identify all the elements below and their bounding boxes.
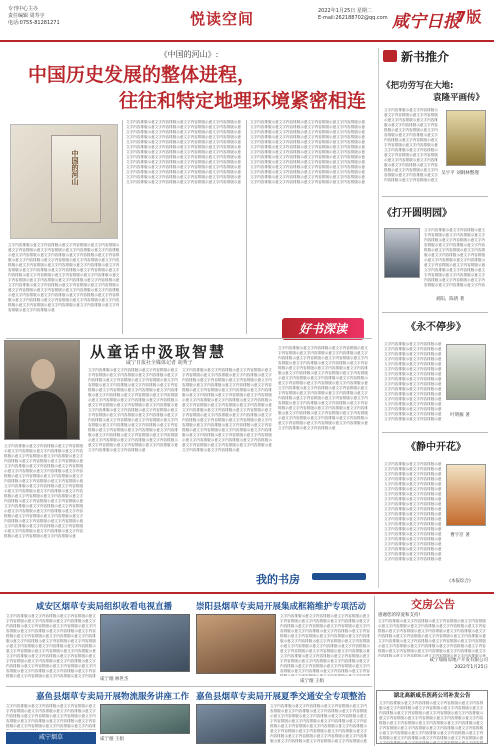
bottom-story-1-text [6, 614, 96, 678]
bottom-story-2-byline: 咸宁烟 王娟 [300, 679, 324, 684]
bottom-story-2-photo [196, 614, 276, 674]
page-number: 7版 [456, 8, 482, 26]
sidebar-header [383, 48, 490, 66]
bottom-story-3-text [6, 704, 96, 730]
divider [246, 120, 247, 334]
notice-2-text [377, 701, 487, 743]
bottom-story-2-text [280, 614, 370, 676]
tobacco-banner-label: 咸宁烟草 [38, 734, 63, 741]
story2-title: 从童话中汲取智慧 [90, 343, 227, 361]
side-item-2-caption: 刘阳、陈倩 著 [435, 297, 465, 302]
tobacco-banner [6, 732, 96, 744]
side-item-2 [382, 208, 490, 220]
bookstore-bar [312, 573, 366, 580]
divider [382, 432, 488, 433]
side-item-4-text [384, 462, 442, 562]
header-email: E-mail:262188702@qq.com [318, 15, 388, 21]
story2-text-col-3 [182, 368, 272, 588]
side-item-4 [382, 442, 490, 454]
main-article [6, 48, 372, 114]
story2-text-col-2 [88, 368, 178, 588]
headline-line-2: 往往和特定地理环境紧密相连 [118, 90, 366, 112]
divider [382, 196, 488, 197]
article-text-col-1 [8, 243, 120, 333]
page-header [0, 0, 494, 42]
side-item-1 [382, 80, 490, 104]
bottom-story-4-photo [196, 704, 266, 744]
side-item-2-title: 《打开圆明园》 [382, 208, 452, 219]
header-organizer: 专刊中心主办 [8, 6, 39, 12]
divider [6, 686, 372, 687]
housing-notice [378, 598, 488, 671]
header-editor: 责任编辑 周寿宇 [8, 13, 45, 19]
header-date-block [318, 8, 388, 22]
notice-title: 交房公告 [411, 598, 455, 611]
article-text-col-2 [126, 120, 244, 334]
side-item-1-title: 《把功劳写在大地: [382, 81, 454, 91]
notice-body: 感谢您的厚爱和支持! [378, 613, 421, 618]
side-item-3-caption: 叶明雁 著 [450, 413, 470, 418]
bottom-story-1-photo [100, 614, 190, 672]
bottom-story-3-photo [100, 704, 190, 734]
side-item-4-cover [446, 464, 486, 526]
divider [122, 120, 123, 334]
header-credits [8, 6, 60, 27]
story2-text-col-4 [278, 346, 368, 564]
side-item-2-cover [384, 228, 420, 278]
book-cover-title: 中国的河山 [71, 150, 79, 185]
bottom-headline-4: 嘉鱼县烟草专卖局开展夏季交通安全专项整治 [196, 692, 367, 702]
bottom-headline-1: 咸安区烟草专卖局组织收看电视直播 [36, 602, 173, 612]
side-item-4-title: 《静中开花》 [406, 442, 466, 453]
book-title: 《中国的河山》: [159, 50, 219, 59]
header-phone: 电话:0755-81281271 [8, 20, 60, 26]
side-item-1-subtitle: 袁隆平画传》 [432, 93, 484, 103]
bottom-rule [0, 592, 494, 594]
portrait-body [19, 391, 67, 439]
side-item-2-text [424, 228, 486, 288]
feature-label: 好书深读 [282, 318, 364, 340]
side-item-3-title: 《永不停步》 [406, 322, 466, 333]
notice-company: 咸宁瑞阳房地产开发有限公司 [429, 658, 488, 663]
notice-text [378, 619, 488, 657]
bottom-headline-2: 崇阳县烟草专卖局开展集成框箱维护专项活动 [196, 602, 367, 612]
section-title: 悦读空间 [190, 10, 255, 28]
my-bookstore-banner [256, 568, 366, 584]
divider [374, 596, 375, 746]
header-date: 2022年1月25日 星期二 [318, 8, 372, 14]
book-cover [51, 135, 101, 223]
book-icon [383, 50, 397, 62]
side-item-3 [382, 322, 490, 334]
notice-2-title: 湖北高新咸乐医药公司补发公告 [393, 693, 471, 699]
story2-text-col-1 [4, 444, 84, 588]
side-item-4-caption: 曹宇臣 著 [450, 533, 470, 538]
article-text-col-3 [250, 120, 368, 316]
notice-2 [376, 690, 488, 744]
bottom-story-3-byline: 咸宁烟 王娟 [100, 737, 124, 742]
bottom-story-4-text [270, 704, 370, 744]
side-item-3-text [384, 342, 442, 422]
side-item-1-caption: 吴宇平 刘钢林整理 [441, 171, 479, 176]
author-portrait [4, 340, 80, 440]
sidebar-header-label: 新书推介 [401, 50, 450, 64]
bottom-story-1-byline: 咸宁烟 林世杰 [100, 677, 129, 682]
story2-author: 咸宁日报社全媒体记者 胡秀子 [126, 360, 193, 366]
side-item-1-cover [446, 110, 486, 166]
side-item-4-note: (本报综合) [449, 579, 471, 584]
portrait-face [31, 359, 55, 389]
newspaper-logo: 咸宁日报 [392, 12, 460, 32]
side-item-3-cover [446, 344, 486, 400]
divider [6, 338, 372, 339]
divider [382, 312, 488, 313]
bottom-headline-3: 嘉鱼县烟草专卖局开展物流服务讲座工作 [36, 692, 190, 702]
notice-date: 2022年1月25日 [454, 665, 488, 670]
headline-line-1: 中国历史发展的整体进程， [28, 64, 257, 86]
bookstore-label: 我的书房 [256, 573, 300, 586]
book-cover-image [10, 124, 118, 239]
